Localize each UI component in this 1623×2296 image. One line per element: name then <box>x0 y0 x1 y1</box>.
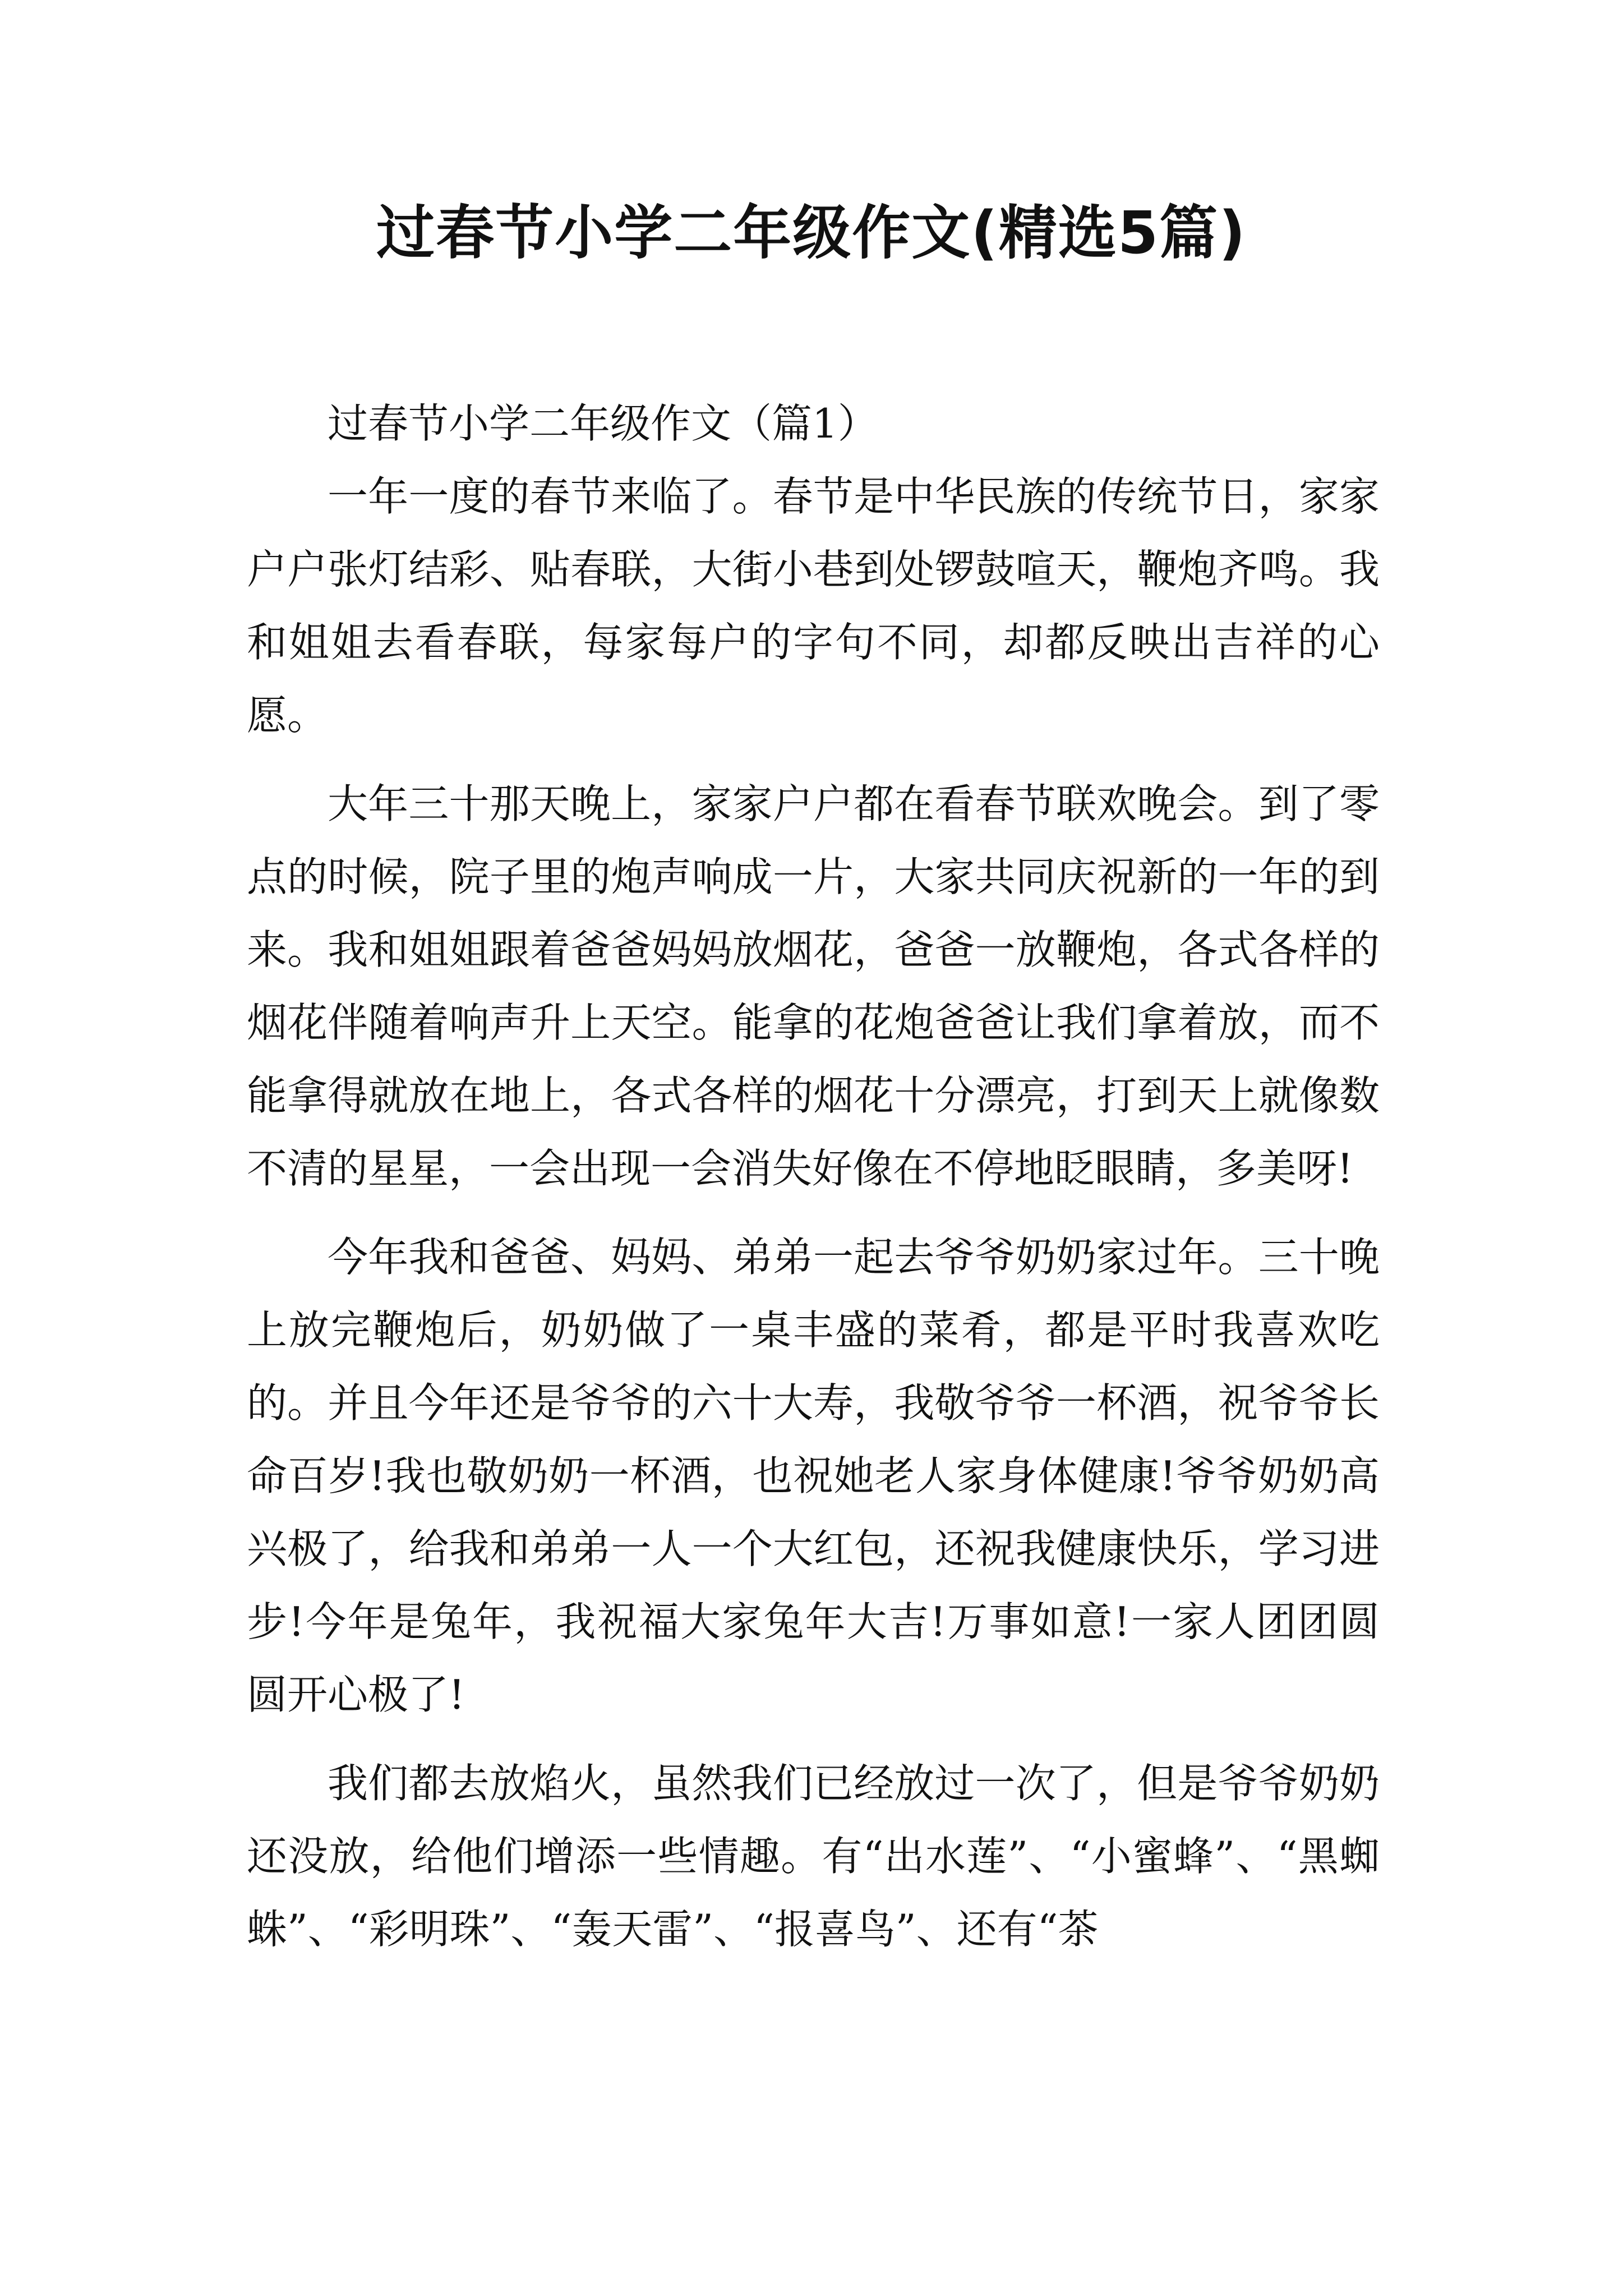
paragraph-1: 一年一度的春节来临了。春节是中华民族的传统节日，家家户户张灯结彩、贴春联，大街小巷到处锣鼓喧天，鞭炮齐鸣。我和姐姐去看春联，每家每户的字句不同，却都反映出吉祥的心愿。 <box>247 473 1380 739</box>
document-title: 过春节小学二年级作文(精选5篇) <box>376 199 1247 267</box>
document-body <box>247 387 1380 1981</box>
section-heading: 过春节小学二年级作文（篇1） <box>328 400 878 447</box>
paragraph-3: 今年我和爸爸、妈妈、弟弟一起去爷爷奶奶家过年。三十晚上放完鞭炮后，奶奶做了一桌丰盛的菜肴，都是平时我喜欢吃的。并且今年还是爷爷的六十大寿，我敬爷爷一杯酒，祝爷爷长命百岁!我也敬奶奶一杯酒，也祝她老人家身体健康!爷爷奶奶高兴极了，给我和弟弟一人一个大红包，还祝我健康快乐，学习进步!今年是兔年，我祝福大家兔年大吉!万事如意!一家人团团圆圆开心极了! <box>247 1234 1380 1718</box>
paragraph-4: 我们都去放焰火，虽然我们已经放过一次了，但是爷爷奶奶还没放，给他们增添一些情趣。有“出水莲”、“小蜜蜂”、“黑蜘蛛”、“彩明珠”、“轰天雷”、“报喜鸟”、还有“茶 <box>247 1760 1380 1953</box>
paragraph-2: 大年三十那天晚上，家家户户都在看春节联欢晚会。到了零点的时候，院子里的炮声响成一片，大家共同庆祝新的一年的到来。我和姐姐跟着爸爸妈妈放烟花，爸爸一放鞭炮，各式各样的烟花伴随着响声升上天空。能拿的花炮爸爸让我们拿着放，而不能拿得就放在地上，各式各样的烟花十分漂亮，打到天上就像数不清的星星，一会出现一会消失好像在不停地眨眼睛，多美呀! <box>247 780 1380 1192</box>
